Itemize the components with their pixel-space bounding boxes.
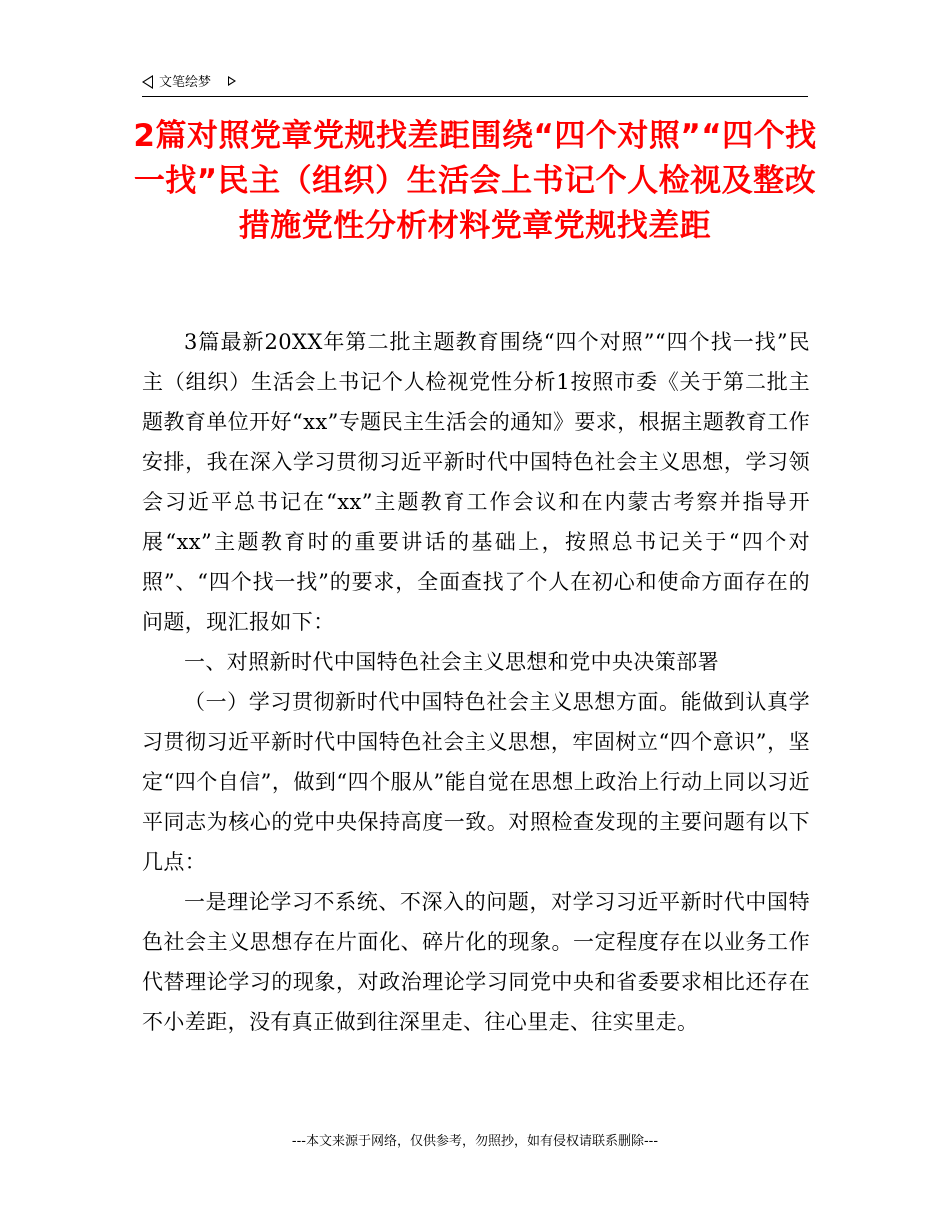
paragraph-intro: 3篇最新20XX年第二批主题教育围绕“四个对照”“四个找一找”民主（组织）生活会上书记个人检视党性分析1按照市委《关于第二批主题教育单位开好“xx”专题民主生活会的通知》要求，根据主题教育工作安排，我在深入学习贯彻习近平新时代中国特色社会主义思想，学习领会习近平总书记在“xx”主题教育工作会议和在内蒙古考察并指导开展“xx”主题教育时的重要讲话的基础上，按照总书记关于“四个对照”、“四个找一找”的要求，全面查找了个人在初心和使命方面存在的问题，现汇报如下： xyxy=(142,330,810,634)
section-heading: 一、对照新时代中国特色社会主义思想和党中央决策部署 xyxy=(184,650,719,674)
header-brand-text: 文笔绘梦 xyxy=(159,75,212,90)
document-body xyxy=(142,322,810,1042)
document-title: 2篇对照党章党规找差距围绕“四个对照”“四个找一找”民主（组织）生活会上书记个人检视及整改措施党性分析材料党章党规找差距 xyxy=(133,118,817,244)
paragraph-subsection: （一）学习贯彻新时代中国特色社会主义思想方面。能做到认真学习贯彻习近平新时代中国特色社会主义思想，牢固树立“四个意识”，坚定“四个自信”，做到“四个服从”能自觉在思想上政治上行动上同以习近平同志为核心的党中央保持高度一致。对照检查发现的主要问题有以下几点： xyxy=(142,690,810,874)
paragraph-problem-one: 一是理论学习不系统、不深入的问题，对学习习近平新时代中国特色社会主义思想存在片面化、碎片化的现象。一定程度存在以业务工作代替理论学习的现象，对政治理论学习同党中央和省委要求相比还存在不小差距，没有真正做到往深里走、往心里走、往实里走。 xyxy=(142,890,810,1034)
page-header xyxy=(142,72,808,97)
triangle-right-icon xyxy=(228,76,236,86)
page-footer: ---本文来源于网络，仅供参考，勿照抄，如有侵权请联系删除--- xyxy=(291,1134,659,1149)
triangle-left-icon xyxy=(142,75,153,89)
